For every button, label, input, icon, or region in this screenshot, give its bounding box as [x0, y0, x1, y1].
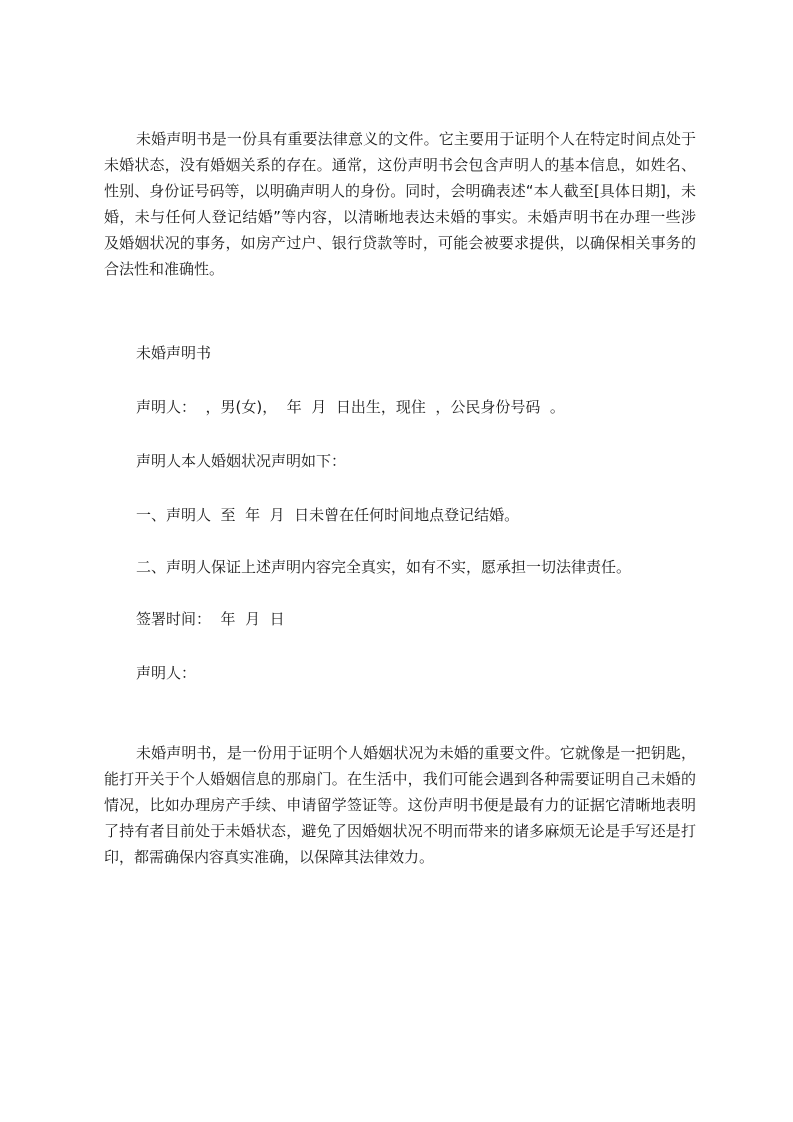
intro-paragraph: 未婚声明书是一份具有重要法律意义的文件。它主要用于证明个人在特定时间点处于未婚状态，没有婚姻关系的存在。通常，这份声明书会包含声明人的基本信息，如姓名、性别、身份证号码等，以明确声明人的身份。同时，会明确表述“本人截至[具体日期]，未婚，未与任何人登记结婚”等内容，以清晰地表达未婚的事实。未婚声明书在办理一些涉及婚姻状况的事务，如房产过户、银行贷款等时，可能会被要求提供，以确保相关事务的合法性和准确性。 — [104, 130, 696, 278]
template-title: 未婚声明书 — [136, 344, 212, 362]
declaration-item-1: 一、声明人 至 年 月 日未曾在任何时间地点登记结婚。 — [136, 506, 520, 524]
declarant-line: 声明人： ，男(女)， 年 月 日出生，现住 ，公民身份号码 。 — [136, 398, 565, 416]
signature-line: 声明人： — [136, 664, 197, 682]
sign-time-line: 签署时间： 年 月 日 — [136, 610, 285, 628]
declaration-item-2: 二、声明人保证上述声明内容完全真实，如有不实，愿承担一切法律责任。 — [136, 558, 632, 576]
declaration-intro: 声明人本人婚姻状况声明如下： — [136, 452, 347, 470]
closing-paragraph: 未婚声明书，是一份用于证明个人婚姻状况为未婚的重要文件。它就像是一把钥匙，能打开关于个人婚姻信息的那扇门。在生活中，我们可能会遇到各种需要证明自己未婚的情况，比如办理房产手续、申请留学签证等。这份声明书便是最有力的证据它清晰地表明了持有者目前处于未婚状态，避免了因婚姻状况不明而带来的诸多麻烦无论是手写还是打印，都需确保内容真实准确，以保障其法律效力。 — [104, 744, 696, 866]
